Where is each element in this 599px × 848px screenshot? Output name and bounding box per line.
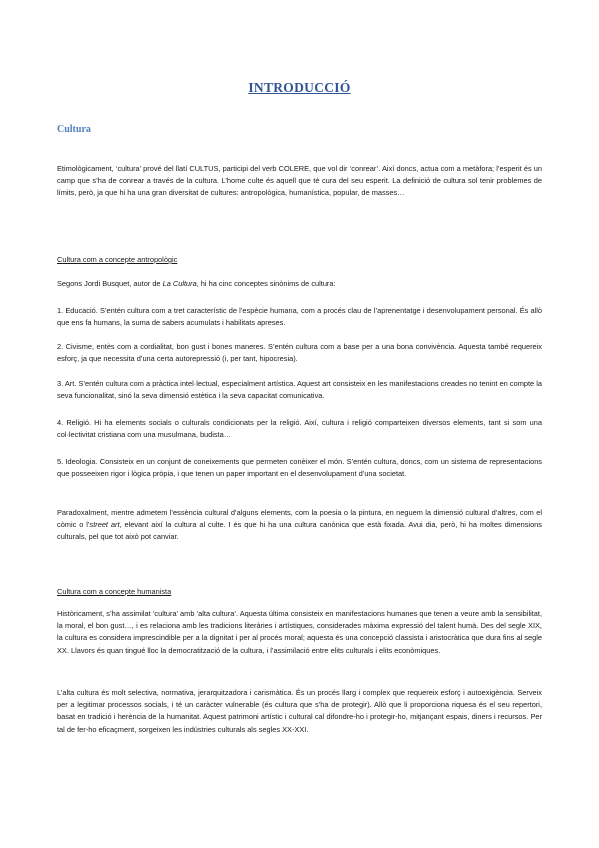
- high-culture-traits: L’alta cultura és molt selectiva, normativa, jerarquitzadora i carismàtica. És un procés llarg i complex que requereix esforç i autoexigència. Serveix per a legitimar processos socials, i té un caràcter vulnerable (és cultura que s’ha de protegir). Allò que li proporciona riquesa és el seu repertori, basat en tradició i herència de la humanitat. Aquest patrimoni artístic i cultural cal difondre-ho i protegir-ho, mitjançant espais, diners i recursos. Per tal de fer-ho eficaçment, sorgeixen les indústries culturals als segles XX-XXI.: [57, 688, 542, 734]
- subheading-anthropological: Cultura com a concepte antropològic: [57, 255, 178, 264]
- concept-ideology: 5. Ideologia. Consisteix en un conjunt de coneixements que permeten conèixer el món. S’entén cultura, doncs, com un sistema de representacions que posseeixen rigor i lògica pròpia, i que tenen un paper important en el desenvolupament d’una societat.: [57, 457, 542, 479]
- subheading-humanist: Cultura com a concepte humanista: [57, 587, 172, 596]
- concept-education: 1. Educació. S’entén cultura com a tret característic de l’espècie humana, com a procés clau de l’aprenentatge i desenvolupament personal. És allò que ens fa humans, la suma de sabers acumulats i habilitats apreses.: [57, 306, 542, 328]
- busquet-book-title: La Cultura: [162, 279, 197, 288]
- paradox-text-a: Paradoxalment, mentre admetem l’essència cultural d’alguns elements, com la poesia o la pintura, en neguem la dimensió cultural d’altres, com el còmic o l’: [57, 508, 542, 530]
- paradox-text-b: , elevant així la cultura al culte. I és que hi ha una cultura canònica que està fixada. Avui dia, però, hi ha moltes dimensions culturals, pel que tot això pot canviar.: [57, 520, 542, 542]
- concept-religion: 4. Religió. Hi ha elements socials o culturals condicionats per la religió. Així, cultura i religió comparteixen diversos elements, tant si som una col·lectivitat cristiana com una musulmana, budista…: [57, 418, 542, 440]
- high-culture-history: Històricament, s’ha assimilat ‘cultura’ amb ‘alta cultura’. Aquesta última consisteix en manifestacions humanes que tenen a veure amb la sensibilitat, la moral, el bon gust…, i es relaciona amb les tradicions literàries i artístiques, considerades màxima expressió del talent humà. Des del segle XIX, la cultura es considera imprescindible per a la dignitat i per al procés moral; aquesta és una concepció classista i aristocràtica que dura fins al segle XX. Llavors és quan tingué lloc la democratització de la cultura, i l’assimilació entre elits culturals i elits econòmiques.: [57, 609, 542, 655]
- busquet-intro: [57, 278, 542, 290]
- street-art-term: street art: [89, 520, 120, 530]
- concept-art: 3. Art. S’entén cultura com a pràctica intel·lectual, especialment artística. Aquest art consisteix en les manifestacions creades no tenint en compte la seva funcionalitat, sinó la seva dimensió estètica i la seva capacitat comunicativa.: [57, 379, 542, 401]
- page-title: INTRODUCCIÓ: [248, 80, 351, 95]
- section-heading: Cultura: [57, 124, 91, 135]
- paradox-paragraph: [57, 507, 542, 544]
- busquet-text-b: , hi ha cinc conceptes sinònims de cultura:: [196, 279, 336, 288]
- busquet-text-a: Segons Jordi Busquet, autor de: [57, 279, 163, 288]
- concept-civism: 2. Civisme, entès com a cordialitat, bon gust i bones maneres. S’entén cultura com a base per a una bona convivència. Aquesta també requereix esforç, ja que necessita d’una certa autorepressió (i, per tant, hipocresia).: [57, 342, 542, 364]
- etymology-paragraph: Etimològicament, ‘cultura’ prové del llatí CULTUS, participi del verb COLERE, que vol dir ‘conrear’. Així doncs, actua com a metàfora; l’esperit és un camp que s’ha de conrear a través de la cultura. L’home culte és aquell que té cura del seu esperit. La definició de cultura sol tenir problemes de límits, però, ja que hi ha una gran diversitat de cultures: antropològica, humanística, popular, de masses…: [57, 164, 542, 198]
